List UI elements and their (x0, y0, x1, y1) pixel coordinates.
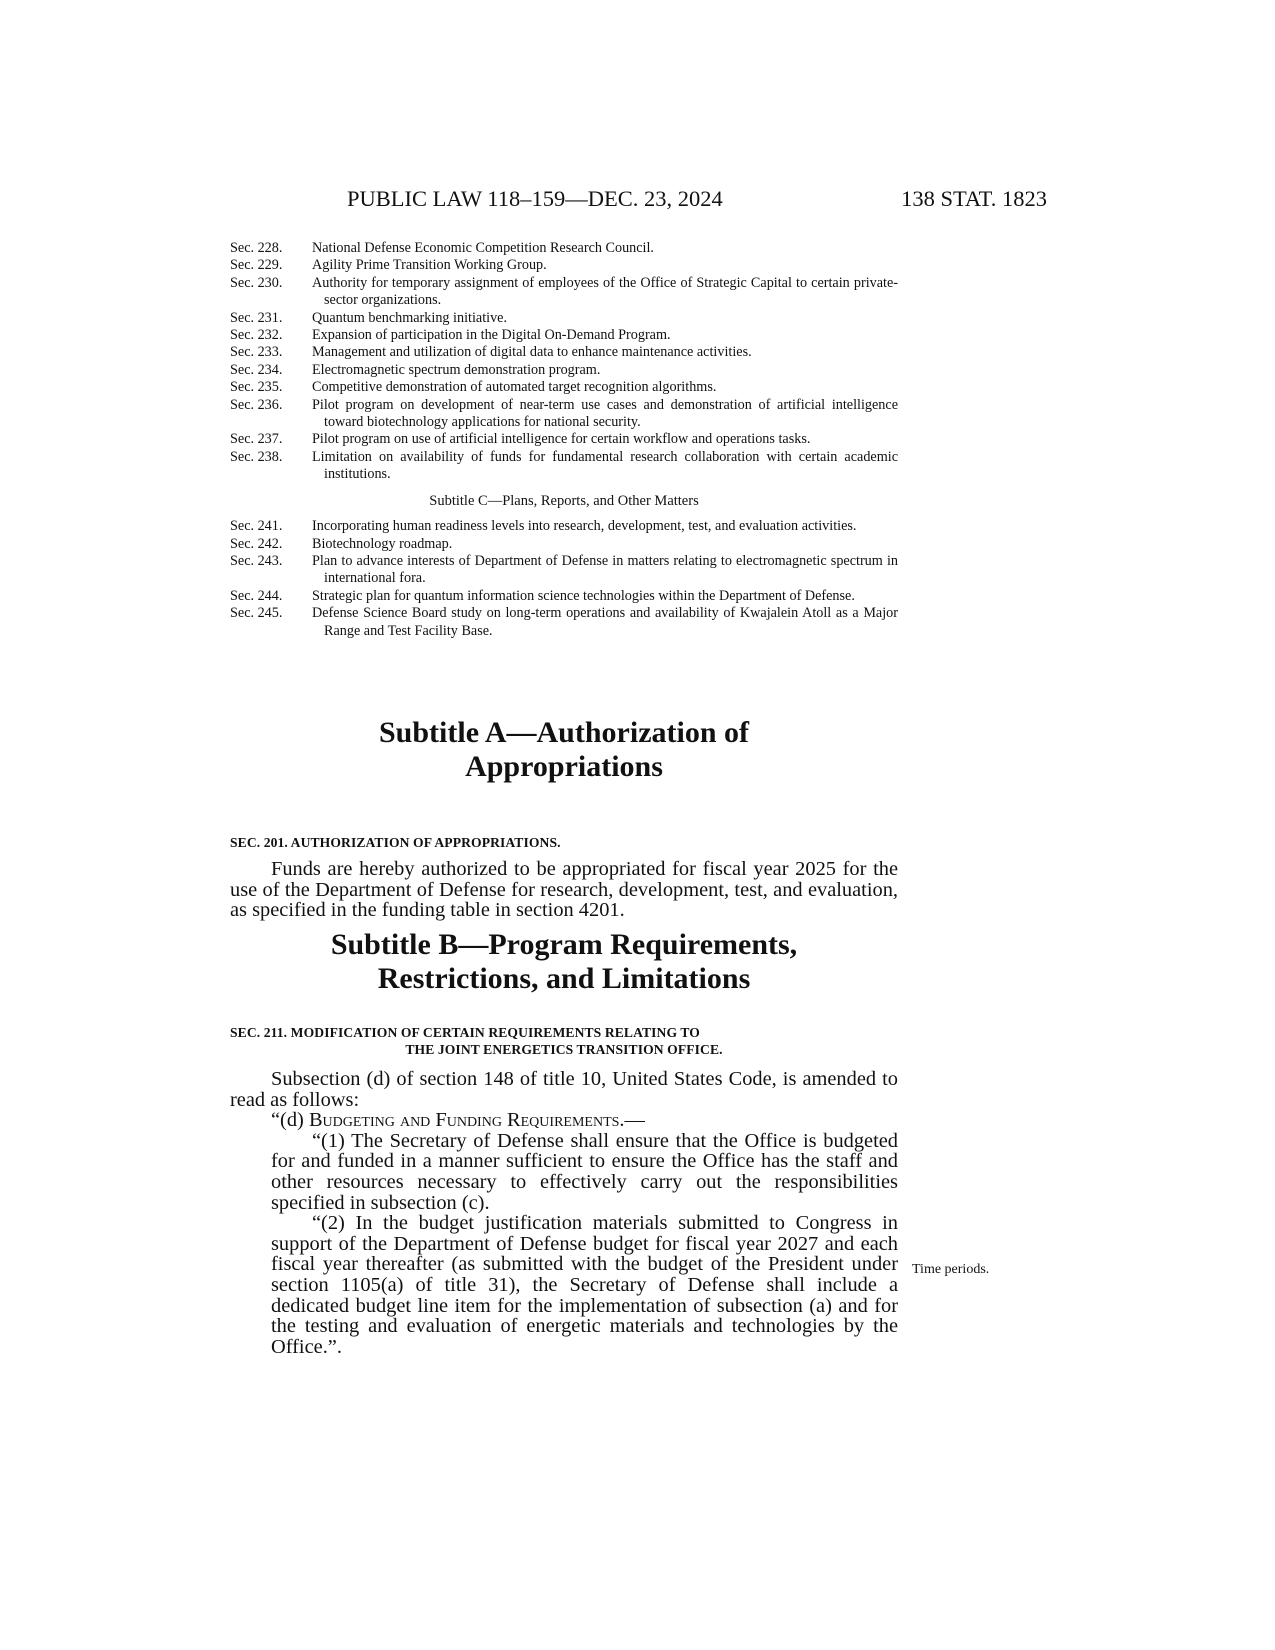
toc-entry (230, 344, 898, 361)
subsection-d-title: Budgeting and Funding Requirements. (308, 1109, 625, 1132)
toc-entry-title: Competitive demonstration of automated target recognition algorithms. (312, 379, 717, 396)
sec-211-body (230, 1069, 898, 1357)
toc-entry-number: Sec. 234. (230, 361, 283, 378)
subtitle-a-line2: Appropriations (465, 750, 663, 783)
toc-entry-title: Electromagnetic spectrum demonstration program. (312, 361, 601, 378)
sec-211-heading-line1: SEC. 211. MODIFICATION OF CERTAIN REQUIREMENTS RELATING TO (230, 1025, 700, 1040)
toc-entry-title: Expansion of participation in the Digital On-Demand Program. (312, 327, 671, 344)
toc-entry-number: Sec. 242. (230, 535, 283, 552)
toc-entry-number: Sec. 232. (230, 327, 283, 344)
toc-entry-number: Sec. 243. (230, 552, 283, 569)
subsection-d-prefix: “(d) (271, 1109, 309, 1132)
toc-entry-number: Sec. 245. (230, 605, 283, 622)
toc-entry-title: Pilot program on use of artificial intelligence for certain workflow and operations tasks. (312, 431, 811, 448)
toc-entry-title: Limitation on availability of funds for fundamental research collaboration with certain academic institutions. (312, 448, 898, 483)
paragraph-2: “(2) In the budget justification materials submitted to Congress in support of the Department of Defense budget for fiscal year 2027 and each fiscal year thereafter (as submitted with the budget of the President under section 1105(a) of title 31), the Secretary of Defense shall include a dedicated budget line item for the implementation of subsection (a) and for the testing and evaluation of energetic materials and technologies by the Office.”. (271, 1212, 898, 1358)
toc-entry (230, 275, 898, 310)
toc-entry-title: Strategic plan for quantum information science technologies within the Department of Defense. (312, 587, 855, 604)
toc-entry (230, 362, 898, 379)
toc-subtitle-c-heading: Subtitle C—Plans, Reports, and Other Matters (429, 492, 699, 509)
toc-entry-number: Sec. 230. (230, 274, 283, 291)
toc-entry (230, 397, 898, 432)
public-law-title: PUBLIC LAW 118–159—DEC. 23, 2024 (347, 186, 723, 211)
toc-entry-title: Incorporating human readiness levels into research, development, test, and evaluation activities. (312, 518, 857, 535)
toc-entry-number: Sec. 231. (230, 309, 283, 326)
subsection-d-dash: — (624, 1109, 645, 1132)
toc-entry-number: Sec. 229. (230, 257, 283, 274)
toc-entry-title: Pilot program on development of near-term use cases and demonstration of artificial intelligence toward biotechnology applications for national security. (312, 396, 898, 431)
running-head (0, 186, 1275, 216)
subtitle-a-heading (230, 716, 898, 784)
statute-page-reference: 138 STAT. 1823 (901, 186, 1047, 211)
toc-entry (230, 536, 898, 553)
toc-entry-title: National Defense Economic Competition Research Council. (312, 240, 654, 256)
toc-entry (230, 588, 898, 605)
toc-entry (230, 257, 898, 274)
toc-entry-title: Agility Prime Transition Working Group. (312, 257, 547, 274)
toc-entry-number: Sec. 233. (230, 344, 283, 361)
toc-entry-title: Quantum benchmarking initiative. (312, 309, 508, 326)
toc-entry (230, 431, 898, 448)
toc-entry (230, 327, 898, 344)
toc-entry-number: Sec. 238. (230, 448, 283, 465)
sec-201-body: Funds are hereby authorized to be appropriated for fiscal year 2025 for the use of the Department of Defense for research, development, test, and evaluation, as specified in the funding table in section 4201. (230, 858, 898, 922)
toc-entry-title: Biotechnology roadmap. (312, 535, 453, 552)
subtitle-a-line1: Subtitle A—Authorization of (378, 716, 750, 749)
toc-entry (230, 310, 898, 327)
toc-entry (230, 605, 898, 640)
toc-entry (230, 553, 898, 588)
subtitle-b-line2: Restrictions, and Limitations (377, 962, 751, 995)
subtitle-b-line1: Subtitle B—Program Requirements, (330, 928, 798, 961)
toc-entry-number: Sec. 228. (230, 240, 283, 256)
toc-entry-number: Sec. 236. (230, 396, 283, 413)
toc-entry (230, 449, 898, 484)
toc-entry-number: Sec. 237. (230, 431, 283, 448)
table-of-contents (230, 240, 898, 640)
toc-entry-title: Defense Science Board study on long-term operations and availability of Kwajalein Atoll as a Major Range and Test Facility Base. (312, 605, 898, 639)
toc-entry-title: Management and utilization of digital data to enhance maintenance activities. (312, 344, 752, 361)
toc-entry (230, 240, 898, 257)
toc-entry-number: Sec. 241. (230, 518, 283, 535)
toc-entry-number: Sec. 244. (230, 587, 283, 604)
margin-note-time-periods: Time periods. (912, 1262, 990, 1277)
toc-entry (230, 379, 898, 396)
toc-entry (230, 518, 898, 535)
toc-entry-number: Sec. 235. (230, 379, 283, 396)
subtitle-b-heading (230, 928, 898, 996)
sec-211-heading (230, 1024, 898, 1058)
sec-211-intro: Subsection (d) of section 148 of title 10, United States Code, is amended to read as follows: (230, 1068, 898, 1111)
subsection-d-heading (230, 1110, 898, 1131)
toc-entry-title: Plan to advance interests of Department of Defense in matters relating to electromagnetic spectrum in international fora. (312, 552, 898, 587)
sec-211-heading-line2: THE JOINT ENERGETICS TRANSITION OFFICE. (405, 1042, 723, 1057)
toc-entry-title: Authority for temporary assignment of employees of the Office of Strategic Capital to certain private-sector organizations. (312, 274, 898, 309)
toc-list-subtitle-c (230, 518, 898, 640)
sec-201-heading: SEC. 201. AUTHORIZATION OF APPROPRIATIONS. (230, 835, 561, 850)
paragraph-1: “(1) The Secretary of Defense shall ensure that the Office is budgeted for and funded in a manner sufficient to ensure the Office has the staff and other resources necessary to effectively carry out the responsibilities specified in subsection (c). (271, 1129, 898, 1214)
toc-list-subtitle-b (230, 240, 898, 484)
